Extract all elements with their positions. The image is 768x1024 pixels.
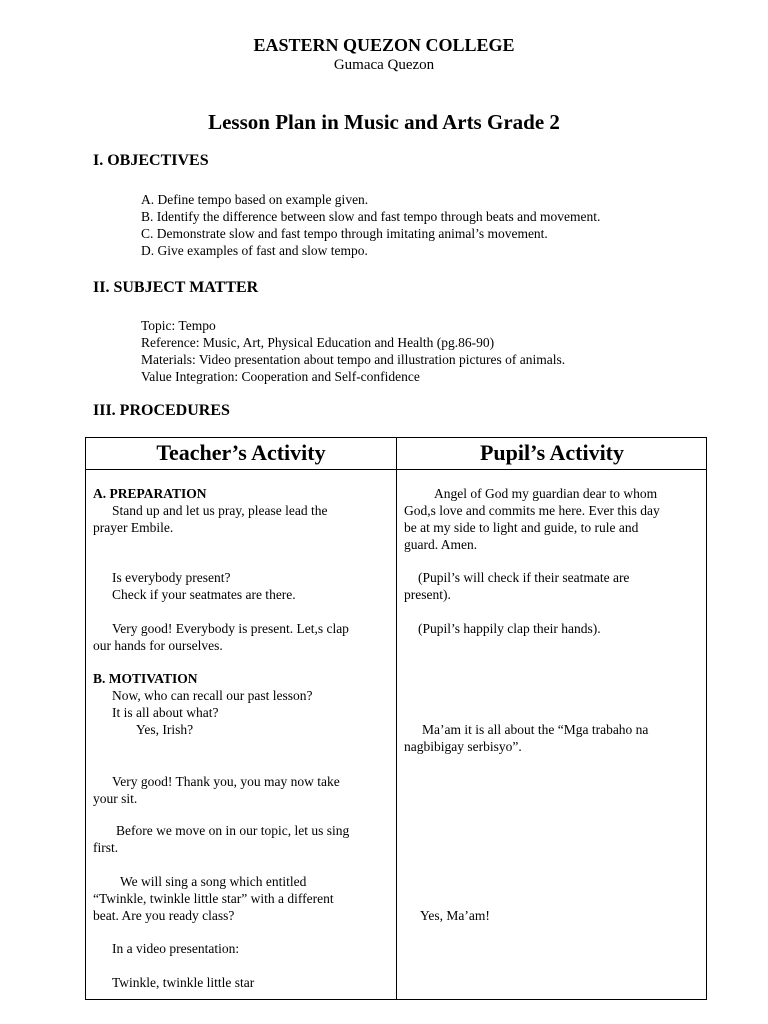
lesson-title: Lesson Plan in Music and Arts Grade 2: [208, 110, 560, 134]
pupil-line: God,s love and commits me here. Ever this day: [404, 503, 660, 518]
teacher-line: It is all about what?: [112, 705, 219, 720]
objective-item: C. Demonstrate slow and fast tempo through imitating animal’s movement.: [141, 226, 548, 241]
subject-item: Materials: Video presentation about tempo and illustration pictures of animals.: [141, 352, 566, 367]
subject-item: Reference: Music, Art, Physical Education and Health (pg.86-90): [141, 335, 495, 350]
teacher-line: “Twinkle, twinkle little star” with a different: [93, 891, 334, 906]
teacher-line: beat. Are you ready class?: [93, 908, 235, 923]
objective-item: D. Give examples of fast and slow tempo.: [141, 243, 368, 258]
pupil-line: be at my side to light and guide, to rule and: [404, 520, 639, 535]
teacher-activity-header: Teacher’s Activity: [156, 440, 326, 465]
teacher-line: prayer Embile.: [93, 520, 174, 535]
pupil-line: Ma’am it is all about the “Mga trabaho na: [422, 722, 649, 737]
teacher-line: In a video presentation:: [112, 941, 240, 956]
teacher-line: Stand up and let us pray, please lead the: [112, 503, 328, 518]
pupil-line: Angel of God my guardian dear to whom: [434, 486, 658, 501]
pupil-line: (Pupil’s will check if their seatmate are: [418, 570, 630, 585]
teacher-line: Very good! Thank you, you may now take: [112, 774, 340, 789]
pupil-activity-header: Pupil’s Activity: [479, 440, 625, 465]
motivation-label: B. MOTIVATION: [93, 671, 198, 686]
pupil-line: present).: [404, 587, 451, 602]
teacher-line: Yes, Irish?: [136, 722, 194, 737]
pupil-line: nagbibigay serbisyo”.: [404, 739, 522, 754]
preparation-label: A. PREPARATION: [93, 486, 207, 501]
pupil-line: (Pupil’s happily clap their hands).: [418, 621, 601, 636]
teacher-line: Is everybody present?: [112, 570, 231, 585]
teacher-line: your sit.: [93, 791, 138, 806]
teacher-line: Now, who can recall our past lesson?: [112, 688, 313, 703]
column-divider: [396, 438, 397, 999]
objective-item: B. Identify the difference between slow and fast tempo through beats and movement.: [141, 209, 601, 224]
header-divider: [86, 469, 706, 470]
college-name: EASTERN QUEZON COLLEGE: [253, 35, 515, 55]
objectives-heading: I. OBJECTIVES: [93, 152, 209, 169]
procedures-table: [85, 437, 707, 1000]
teacher-line: Twinkle, twinkle little star: [112, 975, 255, 990]
pupil-line: Yes, Ma’am!: [420, 908, 490, 923]
teacher-line: Check if your seatmates are there.: [112, 587, 296, 602]
objective-item: A. Define tempo based on example given.: [141, 192, 369, 207]
teacher-line: first.: [93, 840, 119, 855]
college-location: Gumaca Quezon: [333, 57, 435, 73]
pupil-line: guard. Amen.: [404, 537, 478, 552]
teacher-line: Before we move on in our topic, let us sing: [116, 823, 350, 838]
teacher-line: Very good! Everybody is present. Let,s clap: [112, 621, 349, 636]
teacher-line: our hands for ourselves.: [93, 638, 223, 653]
procedures-heading: III. PROCEDURES: [93, 402, 230, 419]
teacher-line: We will sing a song which entitled: [120, 874, 307, 889]
subject-item: Value Integration: Cooperation and Self-confidence: [141, 369, 420, 384]
subject-item: Topic: Tempo: [141, 318, 216, 333]
subject-matter-heading: II. SUBJECT MATTER: [93, 279, 259, 296]
